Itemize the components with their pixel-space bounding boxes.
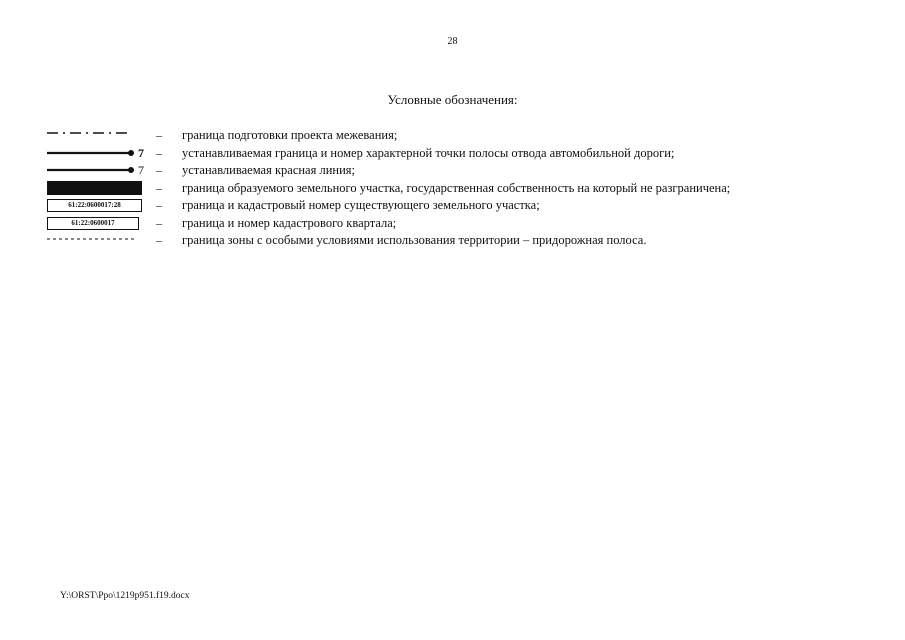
cadastral-quarter-label: 61:22:0600017 <box>47 217 139 230</box>
legend-title: Условные обозначения: <box>387 92 518 107</box>
point-number: 7 <box>138 163 144 177</box>
cadastral-quarter-symbol <box>45 215 160 233</box>
legend-row <box>45 127 895 145</box>
legend-text: граница образуемого земельного участка, государственная собственность на который не разграничена; <box>182 180 731 195</box>
legend-text: граница зоны с особыми условиями использования территории – придорожная полоса. <box>182 233 647 247</box>
file-path-footer: Y:\ORST\Ppo\1219p951.f19.docx <box>60 591 190 601</box>
legend-dash: – <box>156 198 162 212</box>
legend-dash: – <box>156 163 162 177</box>
legend-row <box>45 232 895 250</box>
page-number: 28 <box>447 36 458 47</box>
dash-dot-line-symbol <box>45 127 160 145</box>
legend-row <box>45 145 895 163</box>
legend-text: устанавливаемая красная линия; <box>182 163 356 177</box>
legend-dash: – <box>156 145 162 160</box>
legend-row <box>45 215 895 233</box>
legend-dash: – <box>156 180 162 195</box>
legend-text: граница подготовки проекта межевания; <box>182 128 398 142</box>
legend-text: устанавливаемая граница и номер характерной точки полосы отвода автомобильной дороги; <box>182 145 675 160</box>
legend-row <box>45 180 895 198</box>
filled-rectangle-symbol <box>45 180 160 198</box>
legend-text: граница и кадастровый номер существующего земельного участка; <box>182 198 540 212</box>
legend-dash: – <box>156 128 162 142</box>
dashed-line-symbol <box>45 232 160 250</box>
legend-text: граница и номер кадастрового квартала; <box>182 215 397 230</box>
legend-row <box>45 162 895 180</box>
legend-dash: – <box>156 233 162 247</box>
legend-dash: – <box>156 215 162 230</box>
point-number: 7 <box>138 145 144 160</box>
cadastral-number-label: 61:22:0600017:28 <box>47 199 142 212</box>
cadastral-parcel-symbol <box>45 197 160 215</box>
legend-row <box>45 197 895 215</box>
legend <box>45 127 895 250</box>
